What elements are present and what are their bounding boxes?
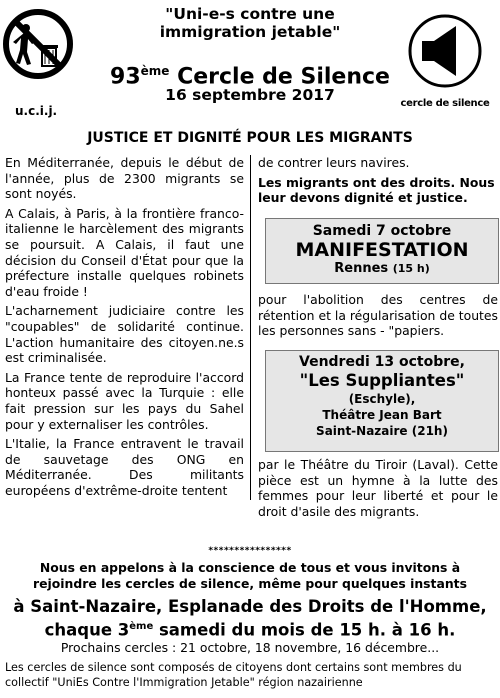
event2-city-time: Saint-Nazaire (21h)	[316, 424, 448, 438]
separator: ****************	[208, 546, 292, 556]
ucij-label: u.c.i.j.	[15, 104, 58, 118]
location-line-2	[0, 617, 500, 641]
theatre-box	[265, 350, 499, 452]
play-description: par le Théâtre du Tiroir (Laval). Cette pièce est un hymne à la lutte des femmes pour leur liberté et pour le droit d'asile des migrants.	[258, 457, 498, 519]
location-line-1: à Saint-Nazaire, Esplanade des Droits de l'Homme,	[13, 597, 487, 616]
location-line-2-end: samedi du mois de 15 h. à 16 h.	[153, 620, 456, 640]
continuation-text: de contrer leurs navires.	[258, 155, 410, 170]
paragraph-solidarity: L'acharnement judiciaire contre les "coupables" de solidarité continue. L'action humanitaire des citoyen.ne.s est criminalisée.	[5, 303, 244, 366]
play-description-block	[258, 457, 498, 523]
slogan-line-2: immigration jetable"	[159, 23, 341, 41]
paragraph-turkey-sahel: La France tente de reproduire l'accord honteux passé avec la Turquie : elle fait pression sur les pays du Sahel pour y externaliser les contrôles.	[5, 369, 244, 432]
rights-statement: Les migrants ont des droits. Nous leur devons dignité et justice.	[258, 174, 495, 206]
circle-number-suffix: ème	[140, 64, 170, 78]
event2-title: "Les Suppliantes"	[299, 371, 465, 390]
location-line-2-start: chaque 3	[44, 620, 130, 640]
location-line-2-suffix: ème	[129, 621, 154, 632]
column-divider	[250, 155, 251, 500]
event2-venue: Théâtre Jean Bart	[322, 408, 442, 422]
speaker-muted-logo	[408, 14, 482, 88]
circle-title-text: Cercle de Silence	[169, 64, 390, 90]
appeal-text: Nous en appelons à la conscience de tous et vous invitons à rejoindre les cercles de silence, même pour quelques instants	[33, 560, 467, 591]
paragraph-ngo-rescue: L'Italie, la France entravent le travail de sauvetage des ONG en Méditerranée. Des militants européens d'extrême-droite tentent	[5, 436, 244, 498]
slogan-line-1: "Uni-e-s contre une	[165, 5, 335, 23]
footer-note: Les cercles de silence sont composés de citoyens dont certains sont membres du collectif "UniEs Contre l'Immigration Jetable" région nazairienne	[5, 661, 462, 689]
event1-place: Rennes	[334, 261, 389, 276]
event1-time: (15 h)	[392, 262, 430, 275]
left-column	[5, 155, 244, 502]
event1-place-line	[266, 261, 498, 276]
right-column-top	[258, 155, 498, 210]
manifestation-box	[265, 218, 499, 284]
event-date: 16 septembre 2017	[165, 86, 335, 104]
event1-title: MANIFESTATION	[295, 239, 469, 261]
paragraph-calais: A Calais, à Paris, à la frontière franco-italienne le harcèlement des migrants se poursuit. A Calais, il faut une décision du Conseil d'État pour que la préfecture installe quelques robinets d'eau froide !	[5, 205, 244, 299]
demand-block	[258, 292, 498, 343]
circle-number: 93	[110, 64, 141, 90]
next-circles: Prochains cercles : 21 octobre, 18 novembre, 16 décembre...	[60, 640, 440, 655]
slogan	[100, 5, 400, 41]
event2-date: Vendredi 13 octobre,	[299, 354, 465, 370]
no-dumping-sign-logo	[2, 8, 74, 94]
event1-date: Samedi 7 octobre	[312, 223, 452, 239]
cercle-de-silence-label: cercle de silence	[400, 98, 490, 109]
event2-author: (Eschyle),	[348, 392, 416, 406]
headline: JUSTICE ET DIGNITÉ POUR LES MIGRANTS	[87, 130, 413, 146]
paragraph-drownings: En Méditerranée, depuis le début de l'année, plus de 2300 migrants se sont noyés.	[5, 155, 244, 202]
demand-text: pour l'abolition des centres de rétention et la régularisation de toutes les personnes sans - "papiers.	[258, 292, 498, 339]
